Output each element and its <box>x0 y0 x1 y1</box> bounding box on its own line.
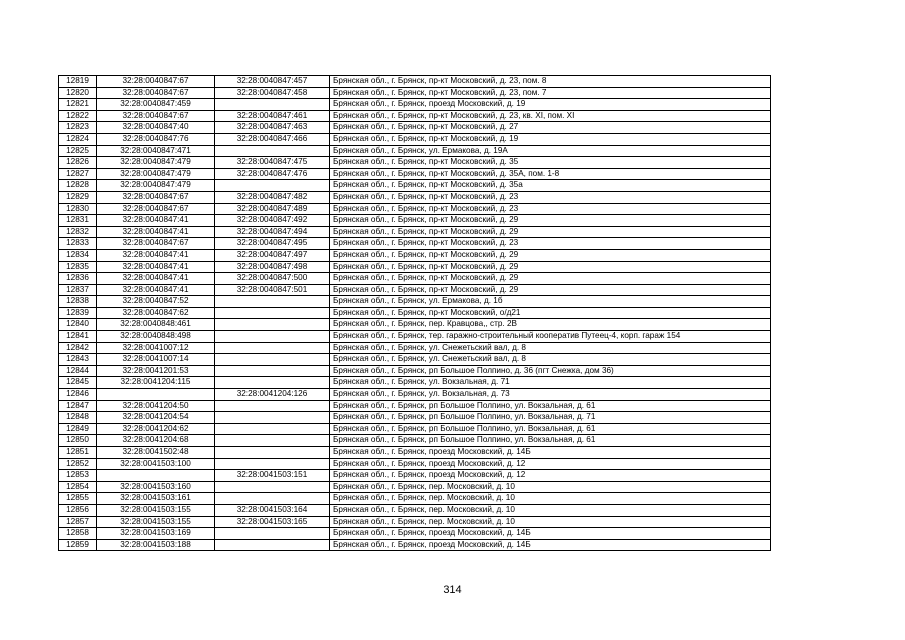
row-number-cell: 12829 <box>59 191 97 203</box>
table-row <box>59 273 771 285</box>
object-cadastral-cell: 32:28:0040847:494 <box>215 226 330 238</box>
table-row <box>59 168 771 180</box>
address-cell: Брянская обл., г. Брянск, проезд Московский, д. 19 <box>330 99 771 111</box>
address-cell: Брянская обл., г. Брянск, пр-кт Московский, д. 29 <box>330 273 771 285</box>
object-cadastral-cell: 32:28:0040847:500 <box>215 273 330 285</box>
row-number-cell: 12826 <box>59 157 97 169</box>
address-cell: Брянская обл., г. Брянск, пр-кт Московский, д. 29 <box>330 284 771 296</box>
table-row <box>59 99 771 111</box>
object-cadastral-cell: 32:28:0040847:463 <box>215 122 330 134</box>
object-cadastral-cell <box>215 447 330 459</box>
address-cell: Брянская обл., г. Брянск, проезд Московский, д. 12 <box>330 470 771 482</box>
parcel-cadastral-cell: 32:28:0040847:479 <box>97 157 215 169</box>
object-cadastral-cell: 32:28:0040847:489 <box>215 203 330 215</box>
table-row <box>59 504 771 516</box>
address-cell: Брянская обл., г. Брянск, пер. Московский, д. 10 <box>330 481 771 493</box>
row-number-cell: 12859 <box>59 539 97 551</box>
object-cadastral-cell <box>215 435 330 447</box>
object-cadastral-cell <box>215 145 330 157</box>
parcel-cadastral-cell: 32:28:0041204:54 <box>97 412 215 424</box>
row-number-cell: 12840 <box>59 319 97 331</box>
table-row <box>59 423 771 435</box>
parcel-cadastral-cell: 32:28:0040848:461 <box>97 319 215 331</box>
row-number-cell: 12822 <box>59 110 97 122</box>
parcel-cadastral-cell <box>97 389 215 401</box>
address-cell: Брянская обл., г. Брянск, ул. Снежетьский вал, д. 8 <box>330 342 771 354</box>
parcel-cadastral-cell: 32:28:0041503:160 <box>97 481 215 493</box>
address-cell: Брянская обл., г. Брянск, проезд Московский, д. 14Б <box>330 447 771 459</box>
parcel-cadastral-cell: 32:28:0041503:155 <box>97 504 215 516</box>
parcel-cadastral-cell: 32:28:0041201:53 <box>97 365 215 377</box>
object-cadastral-cell <box>215 423 330 435</box>
row-number-cell: 12820 <box>59 87 97 99</box>
table-row <box>59 284 771 296</box>
parcel-cadastral-cell: 32:28:0040847:67 <box>97 76 215 88</box>
table-row <box>59 342 771 354</box>
address-cell: Брянская обл., г. Брянск, рп Большое Полпино, ул. Вокзальная, д. 61 <box>330 435 771 447</box>
object-cadastral-cell <box>215 412 330 424</box>
row-number-cell: 12823 <box>59 122 97 134</box>
row-number-cell: 12850 <box>59 435 97 447</box>
address-cell: Брянская обл., г. Брянск, пр-кт Московский, д. 23, пом. 7 <box>330 87 771 99</box>
address-cell: Брянская обл., г. Брянск, пр-кт Московский, д. 23, пом. 8 <box>330 76 771 88</box>
parcel-cadastral-cell: 32:28:0040848:498 <box>97 331 215 343</box>
table-row <box>59 215 771 227</box>
row-number-cell: 12824 <box>59 133 97 145</box>
address-cell: Брянская обл., г. Брянск, пер. Московский, д. 10 <box>330 493 771 505</box>
registry-table-body <box>59 76 771 551</box>
table-row <box>59 435 771 447</box>
parcel-cadastral-cell: 32:28:0040847:52 <box>97 296 215 308</box>
address-cell: Брянская обл., г. Брянск, ул. Снежетьский вал, д. 8 <box>330 354 771 366</box>
object-cadastral-cell <box>215 296 330 308</box>
row-number-cell: 12852 <box>59 458 97 470</box>
table-row <box>59 307 771 319</box>
parcel-cadastral-cell: 32:28:0040847:41 <box>97 284 215 296</box>
table-row <box>59 319 771 331</box>
parcel-cadastral-cell: 32:28:0040847:40 <box>97 122 215 134</box>
table-row <box>59 238 771 250</box>
address-cell: Брянская обл., г. Брянск, пр-кт Московский, д. 29 <box>330 261 771 273</box>
address-cell: Брянская обл., г. Брянск, пер. Московский, д. 10 <box>330 504 771 516</box>
table-row <box>59 354 771 366</box>
object-cadastral-cell <box>215 365 330 377</box>
address-cell: Брянская обл., г. Брянск, пер. Московский, д. 10 <box>330 516 771 528</box>
object-cadastral-cell: 32:28:0040847:497 <box>215 249 330 261</box>
parcel-cadastral-cell: 32:28:0040847:67 <box>97 191 215 203</box>
address-cell: Брянская обл., г. Брянск, пр-кт Московский, д. 29 <box>330 215 771 227</box>
table-row <box>59 470 771 482</box>
object-cadastral-cell: 32:28:0040847:475 <box>215 157 330 169</box>
row-number-cell: 12848 <box>59 412 97 424</box>
address-cell: Брянская обл., г. Брянск, рп Большое Полпино, ул. Вокзальная, д. 61 <box>330 400 771 412</box>
row-number-cell: 12851 <box>59 447 97 459</box>
address-cell: Брянская обл., г. Брянск, ул. Ермакова, д. 19А <box>330 145 771 157</box>
object-cadastral-cell <box>215 481 330 493</box>
row-number-cell: 12838 <box>59 296 97 308</box>
address-cell: Брянская обл., г. Брянск, рп Большое Полпино, ул. Вокзальная, д. 61 <box>330 423 771 435</box>
address-cell: Брянская обл., г. Брянск, пр-кт Московский, д. 19 <box>330 133 771 145</box>
row-number-cell: 12843 <box>59 354 97 366</box>
parcel-cadastral-cell: 32:28:0041007:12 <box>97 342 215 354</box>
parcel-cadastral-cell: 32:28:0040847:62 <box>97 307 215 319</box>
address-cell: Брянская обл., г. Брянск, пр-кт Московский, д. 35А, пом. 1-8 <box>330 168 771 180</box>
object-cadastral-cell: 32:28:0041503:164 <box>215 504 330 516</box>
row-number-cell: 12834 <box>59 249 97 261</box>
object-cadastral-cell: 32:28:0040847:476 <box>215 168 330 180</box>
table-row <box>59 481 771 493</box>
table-row <box>59 133 771 145</box>
address-cell: Брянская обл., г. Брянск, ул. Вокзальная, д. 71 <box>330 377 771 389</box>
row-number-cell: 12847 <box>59 400 97 412</box>
parcel-cadastral-cell: 32:28:0040847:479 <box>97 168 215 180</box>
row-number-cell: 12856 <box>59 504 97 516</box>
address-cell: Брянская обл., г. Брянск, ул. Вокзальная, д. 73 <box>330 389 771 401</box>
row-number-cell: 12845 <box>59 377 97 389</box>
address-cell: Брянская обл., г. Брянск, ул. Ермакова, д. 1б <box>330 296 771 308</box>
parcel-cadastral-cell <box>97 470 215 482</box>
row-number-cell: 12844 <box>59 365 97 377</box>
table-row <box>59 447 771 459</box>
parcel-cadastral-cell: 32:28:0040847:41 <box>97 215 215 227</box>
parcel-cadastral-cell: 32:28:0040847:471 <box>97 145 215 157</box>
object-cadastral-cell <box>215 493 330 505</box>
table-row <box>59 528 771 540</box>
object-cadastral-cell: 32:28:0040847:495 <box>215 238 330 250</box>
address-cell: Брянская обл., г. Брянск, пр-кт Московский, д. 29 <box>330 249 771 261</box>
object-cadastral-cell <box>215 354 330 366</box>
table-row <box>59 122 771 134</box>
row-number-cell: 12854 <box>59 481 97 493</box>
parcel-cadastral-cell: 32:28:0040847:459 <box>97 99 215 111</box>
row-number-cell: 12853 <box>59 470 97 482</box>
row-number-cell: 12849 <box>59 423 97 435</box>
parcel-cadastral-cell: 32:28:0040847:41 <box>97 226 215 238</box>
parcel-cadastral-cell: 32:28:0041503:155 <box>97 516 215 528</box>
parcel-cadastral-cell: 32:28:0041503:169 <box>97 528 215 540</box>
row-number-cell: 12839 <box>59 307 97 319</box>
row-number-cell: 12855 <box>59 493 97 505</box>
object-cadastral-cell <box>215 319 330 331</box>
parcel-cadastral-cell: 32:28:0041204:50 <box>97 400 215 412</box>
parcel-cadastral-cell: 32:28:0041204:62 <box>97 423 215 435</box>
address-cell: Брянская обл., г. Брянск, рп Большое Полпино, ул. Вокзальная, д. 71 <box>330 412 771 424</box>
parcel-cadastral-cell: 32:28:0040847:41 <box>97 249 215 261</box>
address-cell: Брянская обл., г. Брянск, пр-кт Московский, д. 23 <box>330 203 771 215</box>
object-cadastral-cell: 32:28:0040847:461 <box>215 110 330 122</box>
object-cadastral-cell <box>215 528 330 540</box>
row-number-cell: 12836 <box>59 273 97 285</box>
parcel-cadastral-cell: 32:28:0040847:67 <box>97 238 215 250</box>
row-number-cell: 12828 <box>59 180 97 192</box>
table-row <box>59 296 771 308</box>
row-number-cell: 12841 <box>59 331 97 343</box>
parcel-cadastral-cell: 32:28:0040847:41 <box>97 261 215 273</box>
object-cadastral-cell: 32:28:0040847:466 <box>215 133 330 145</box>
row-number-cell: 12835 <box>59 261 97 273</box>
table-row <box>59 261 771 273</box>
object-cadastral-cell: 32:28:0040847:501 <box>215 284 330 296</box>
object-cadastral-cell: 32:28:0040847:482 <box>215 191 330 203</box>
parcel-cadastral-cell: 32:28:0040847:76 <box>97 133 215 145</box>
address-cell: Брянская обл., г. Брянск, пр-кт Московский, д. 35 <box>330 157 771 169</box>
object-cadastral-cell <box>215 342 330 354</box>
address-cell: Брянская обл., г. Брянск, рп Большое Полпино, д. 36 (пгт Снежка, дом 36) <box>330 365 771 377</box>
row-number-cell: 12821 <box>59 99 97 111</box>
table-row <box>59 145 771 157</box>
table-row <box>59 87 771 99</box>
row-number-cell: 12830 <box>59 203 97 215</box>
row-number-cell: 12833 <box>59 238 97 250</box>
parcel-cadastral-cell: 32:28:0041204:68 <box>97 435 215 447</box>
object-cadastral-cell <box>215 307 330 319</box>
row-number-cell: 12842 <box>59 342 97 354</box>
object-cadastral-cell: 32:28:0040847:498 <box>215 261 330 273</box>
object-cadastral-cell <box>215 377 330 389</box>
row-number-cell: 12858 <box>59 528 97 540</box>
table-row <box>59 249 771 261</box>
table-row <box>59 76 771 88</box>
row-number-cell: 12832 <box>59 226 97 238</box>
object-cadastral-cell <box>215 99 330 111</box>
table-row <box>59 412 771 424</box>
table-row <box>59 458 771 470</box>
parcel-cadastral-cell: 32:28:0040847:479 <box>97 180 215 192</box>
table-row <box>59 157 771 169</box>
table-row <box>59 203 771 215</box>
address-cell: Брянская обл., г. Брянск, тер. гаражно-строительный кооператив Путеец-4, корп. гараж 154 <box>330 331 771 343</box>
object-cadastral-cell: 32:28:0041503:151 <box>215 470 330 482</box>
registry-table <box>58 75 771 551</box>
table-row <box>59 365 771 377</box>
address-cell: Брянская обл., г. Брянск, пер. Кравцова,, стр. 2В <box>330 319 771 331</box>
table-row <box>59 180 771 192</box>
row-number-cell: 12846 <box>59 389 97 401</box>
table-row <box>59 389 771 401</box>
address-cell: Брянская обл., г. Брянск, пр-кт Московский, д. 35а <box>330 180 771 192</box>
row-number-cell: 12857 <box>59 516 97 528</box>
table-row <box>59 516 771 528</box>
address-cell: Брянская обл., г. Брянск, пр-кт Московский, д. 29 <box>330 226 771 238</box>
table-row <box>59 191 771 203</box>
address-cell: Брянская обл., г. Брянск, проезд Московский, д. 12 <box>330 458 771 470</box>
table-row <box>59 493 771 505</box>
object-cadastral-cell <box>215 331 330 343</box>
page-number: 314 <box>443 584 462 596</box>
row-number-cell: 12837 <box>59 284 97 296</box>
parcel-cadastral-cell: 32:28:0040847:67 <box>97 110 215 122</box>
parcel-cadastral-cell: 32:28:0041007:14 <box>97 354 215 366</box>
table-row <box>59 110 771 122</box>
address-cell: Брянская обл., г. Брянск, пр-кт Московский, д. 23 <box>330 238 771 250</box>
parcel-cadastral-cell: 32:28:0041502:48 <box>97 447 215 459</box>
address-cell: Брянская обл., г. Брянск, пр-кт Московский, д. 23 <box>330 191 771 203</box>
address-cell: Брянская обл., г. Брянск, пр-кт Московский, д. 23, кв. XI, пом. XI <box>330 110 771 122</box>
address-cell: Брянская обл., г. Брянск, проезд Московский, д. 14Б <box>330 539 771 551</box>
address-cell: Брянская обл., г. Брянск, пр-кт Московский, о/д21 <box>330 307 771 319</box>
table-row <box>59 539 771 551</box>
object-cadastral-cell: 32:28:0041204:126 <box>215 389 330 401</box>
row-number-cell: 12819 <box>59 76 97 88</box>
object-cadastral-cell <box>215 400 330 412</box>
object-cadastral-cell <box>215 458 330 470</box>
object-cadastral-cell <box>215 180 330 192</box>
parcel-cadastral-cell: 32:28:0041503:100 <box>97 458 215 470</box>
table-row <box>59 400 771 412</box>
object-cadastral-cell: 32:28:0040847:457 <box>215 76 330 88</box>
parcel-cadastral-cell: 32:28:0040847:67 <box>97 203 215 215</box>
table-row <box>59 377 771 389</box>
row-number-cell: 12827 <box>59 168 97 180</box>
address-cell: Брянская обл., г. Брянск, пр-кт Московский, д. 27 <box>330 122 771 134</box>
object-cadastral-cell <box>215 539 330 551</box>
object-cadastral-cell: 32:28:0040847:492 <box>215 215 330 227</box>
parcel-cadastral-cell: 32:28:0040847:67 <box>97 87 215 99</box>
parcel-cadastral-cell: 32:28:0041503:188 <box>97 539 215 551</box>
table-row <box>59 226 771 238</box>
table-row <box>59 331 771 343</box>
object-cadastral-cell: 32:28:0040847:458 <box>215 87 330 99</box>
parcel-cadastral-cell: 32:28:0041503:161 <box>97 493 215 505</box>
row-number-cell: 12825 <box>59 145 97 157</box>
row-number-cell: 12831 <box>59 215 97 227</box>
object-cadastral-cell: 32:28:0041503:165 <box>215 516 330 528</box>
parcel-cadastral-cell: 32:28:0041204:115 <box>97 377 215 389</box>
address-cell: Брянская обл., г. Брянск, проезд Московский, д. 14Б <box>330 528 771 540</box>
parcel-cadastral-cell: 32:28:0040847:41 <box>97 273 215 285</box>
